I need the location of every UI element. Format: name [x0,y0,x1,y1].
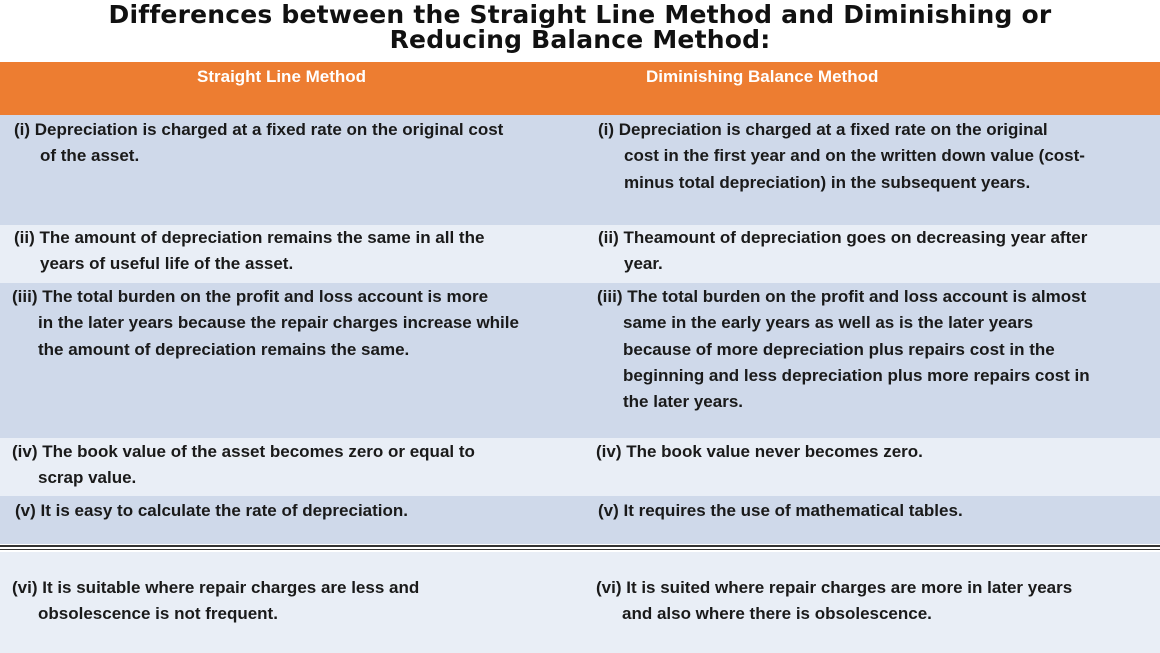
table-row [0,225,1160,283]
row-5-straight-line-cell [15,498,575,524]
cell-line: obsolescence is not frequent. [38,604,278,624]
cell-line: (i) Depreciation is charged at a fixed rate on the original cost [14,120,504,139]
cell-line: (iii) The total burden on the profit and loss account is more [12,287,489,306]
table-row [0,496,1160,544]
row-4-straight-line-cell [12,439,572,492]
cell-line: (iv) The book value never becomes zero. [596,442,923,461]
row-3-diminishing-cell [597,284,1151,415]
row-1-straight-line-cell [14,117,574,170]
table-row [0,552,1160,653]
column-header-straight-line: Straight Line Method [197,67,367,86]
cell-line: years of useful life of the asset. [40,254,294,274]
cell-line: (vi) It is suitable where repair charges are less and [12,578,420,597]
cell-line: and also where there is obsolescence. [622,604,932,624]
table-row [0,283,1160,438]
title-line-1: Differences between the Straight Line Method and Diminishing or [108,0,1052,29]
column-header-diminishing-balance: Diminishing Balance Method [646,67,879,86]
cell-line: cost in the first year and on the written down value (cost- [624,146,1085,166]
cell-line: of the asset. [40,146,140,166]
cell-line: (v) It requires the use of mathematical tables. [598,501,963,520]
cell-line: (vi) It is suited where repair charges are more in later years [596,578,1073,597]
cell-line: (ii) The amount of depreciation remains the same in all the [14,228,485,247]
cell-line: (v) It is easy to calculate the rate of depreciation. [15,501,409,520]
row-6-straight-line-cell [12,575,572,628]
cell-line: year. [624,254,663,274]
table-row [0,115,1160,225]
cell-line: the amount of depreciation remains the same. [38,339,410,359]
slide-title [0,2,1160,52]
cell-line: the later years. [623,392,744,412]
cell-line: in the later years because the repair charges increase while [38,313,519,333]
cell-line: (iii) The total burden on the profit and loss account is almost [597,287,1087,306]
cell-line: (ii) Theamount of depreciation goes on decreasing year after [598,228,1088,247]
cell-line: (iv) The book value of the asset becomes zero or equal to [12,442,475,461]
cell-line: (i) Depreciation is charged at a fixed rate on the original [598,120,1048,139]
double-rule-top [0,545,1160,547]
cell-line: beginning and less depreciation plus more repairs cost in [623,365,1090,385]
row-6-diminishing-cell [596,575,1150,628]
table-row [0,438,1160,496]
cell-line: minus total depreciation) in the subsequent years. [624,172,1031,192]
cell-line: same in the early years as well as is the later years [623,313,1034,333]
cell-line: scrap value. [38,468,137,488]
title-line-2: Reducing Balance Method: [389,25,771,54]
row-1-diminishing-cell [598,117,1152,196]
row-5-diminishing-cell [598,498,1152,524]
cell-line: because of more depreciation plus repairs cost in the [623,339,1055,359]
double-rule-bottom [0,549,1160,550]
row-4-diminishing-cell [596,439,1150,465]
row-2-straight-line-cell [14,225,574,278]
row-2-diminishing-cell [598,225,1152,278]
row-3-straight-line-cell [12,284,572,363]
table-header [0,62,1160,115]
